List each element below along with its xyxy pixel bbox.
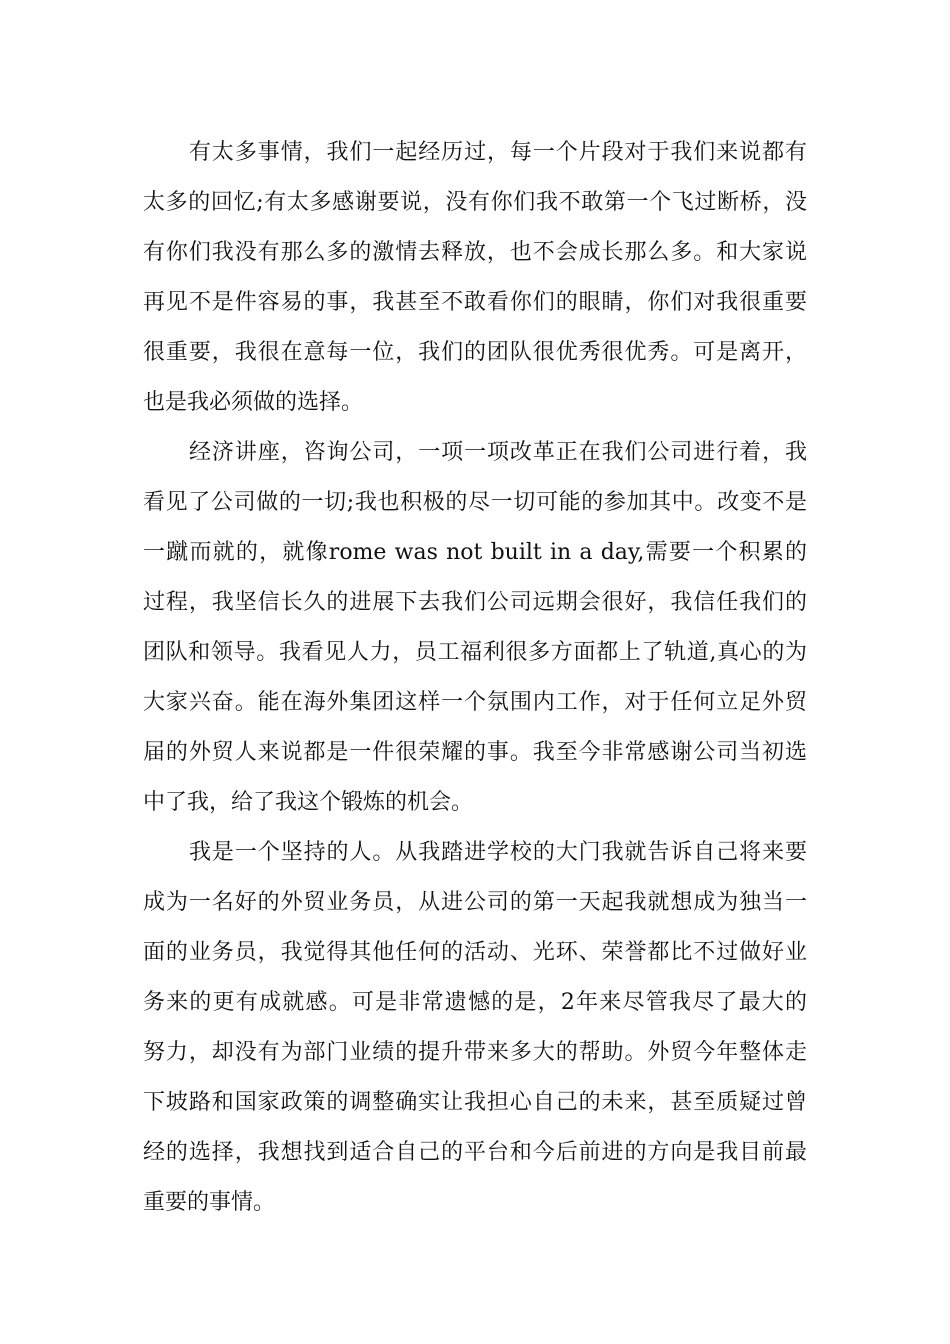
text-line: 很重要，我很在意每一位，我们的团队很优秀很优秀。可是离开， — [143, 340, 807, 365]
text-line: 大家兴奋。能在海外集团这样一个氛围内工作，对于任何立足外贸 — [143, 690, 807, 715]
text-line: 有太多事情，我们一起经历过，每一个片段对于我们来说都有 — [189, 140, 807, 165]
text-line: 经济讲座，咨询公司，一项一项改革正在我们公司进行着，我 — [189, 440, 807, 465]
text-line: 我是一个坚持的人。从我踏进学校的大门我就告诉自己将来要 — [189, 840, 807, 865]
text-line: 努力，却没有为部门业绩的提升带来多大的帮助。外贸今年整体走 — [143, 1040, 807, 1065]
text-line: 重要的事情。 — [143, 1190, 276, 1215]
text-line: 经的选择，我想找到适合自己的平台和今后前进的方向是我目前最 — [143, 1140, 807, 1165]
paragraph-1 — [143, 128, 807, 428]
text-line: 面的业务员，我觉得其他任何的活动、光环、荣誉都比不过做好业 — [143, 940, 807, 965]
text-line: 再见不是件容易的事，我甚至不敢看你们的眼睛，你们对我很重要 — [143, 290, 807, 315]
text-line: 下坡路和国家政策的调整确实让我担心自己的未来，甚至质疑过曾 — [143, 1090, 807, 1115]
text-line: 团队和领导。我看见人力，员工福利很多方面都上了轨道,真心的为 — [143, 640, 807, 665]
paragraph-2 — [143, 428, 807, 828]
text-line: 中了我，给了我这个锻炼的机会。 — [143, 790, 474, 815]
text-line: 太多的回忆;有太多感谢要说，没有你们我不敢第一个飞过断桥，没 — [143, 190, 807, 215]
text-line: 有你们我没有那么多的激情去释放，也不会成长那么多。和大家说 — [143, 240, 807, 265]
text-line: 过程，我坚信长久的进展下去我们公司远期会很好，我信任我们的 — [143, 590, 807, 615]
paragraph-3 — [143, 828, 807, 1228]
text-line: 届的外贸人来说都是一件很荣耀的事。我至今非常感谢公司当初选 — [143, 740, 807, 765]
text-line: 一蹴而就的，就像rome was not built in a day,需要一个积累的 — [143, 540, 807, 565]
document-body — [143, 128, 807, 1228]
text-line: 务来的更有成就感。可是非常遗憾的是，2年来尽管我尽了最大的 — [143, 990, 807, 1015]
text-line: 也是我必须做的选择。 — [143, 390, 364, 415]
text-line: 看见了公司做的一切;我也积极的尽一切可能的参加其中。改变不是 — [143, 490, 807, 515]
text-line: 成为一名好的外贸业务员，从进公司的第一天起我就想成为独当一 — [143, 890, 807, 915]
